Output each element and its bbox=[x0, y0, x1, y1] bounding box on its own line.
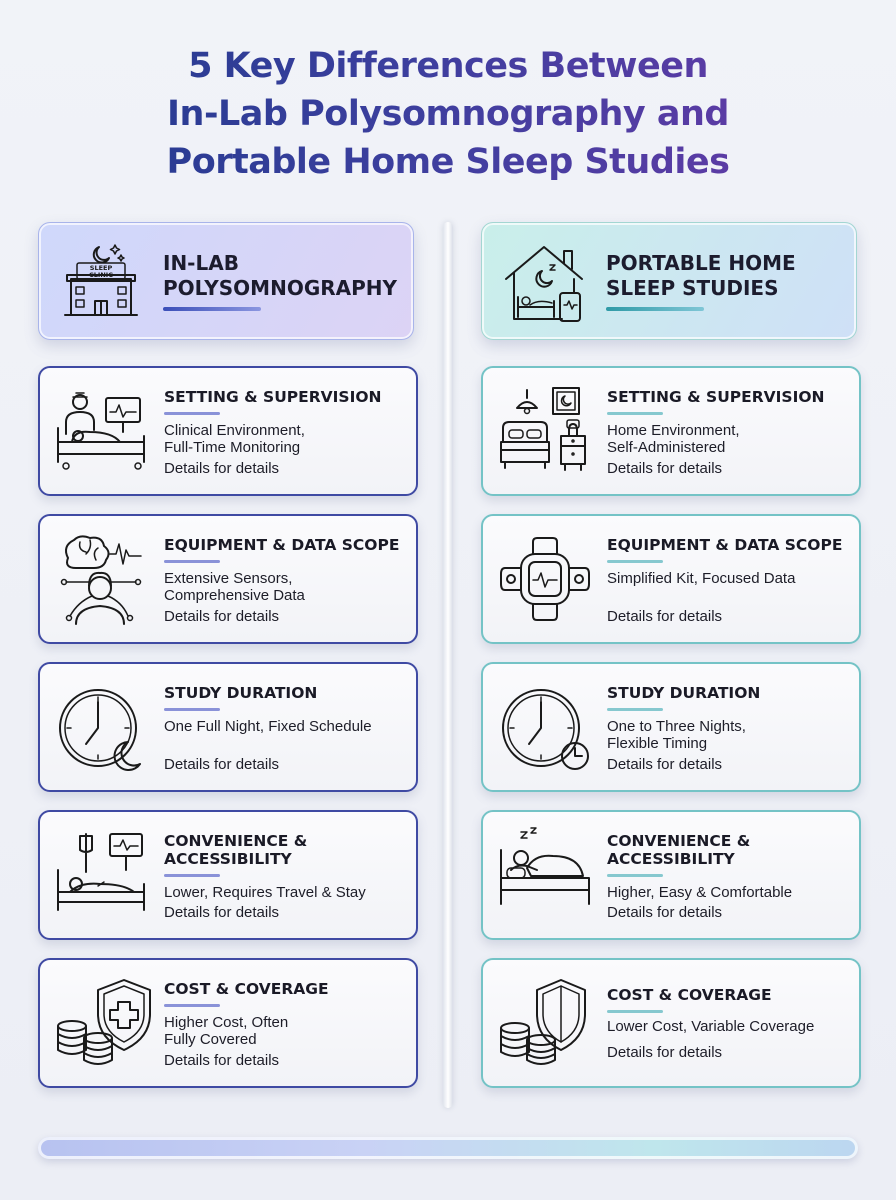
in-lab-header bbox=[38, 222, 414, 340]
card-title: COST & COVERAGE bbox=[607, 986, 772, 1004]
hospital-bed-nurse-icon bbox=[54, 384, 150, 478]
title-line-2: In-Lab Polysomnography and bbox=[0, 90, 896, 138]
sleeping-person-icon bbox=[497, 828, 593, 922]
clinic-sign-line-1: SLEEP bbox=[89, 264, 113, 272]
sleep-clinic-icon bbox=[59, 239, 143, 323]
home-header-line-2: SLEEP STUDIES bbox=[606, 276, 779, 300]
card-details: Details for details bbox=[164, 608, 280, 625]
header-underline bbox=[163, 307, 261, 311]
card-description: Lower, Requires Travel & Stay bbox=[164, 884, 366, 901]
card-description: One to Three Nights, Flexible Timing bbox=[607, 718, 746, 752]
hospital-bed-monitor-icon bbox=[54, 828, 150, 922]
clock-timer-icon bbox=[497, 680, 593, 774]
header-underline bbox=[606, 307, 704, 311]
home-setting-card bbox=[481, 366, 861, 496]
card-description: Lower Cost, Variable Coverage bbox=[607, 1018, 815, 1035]
home-header-line-1: PORTABLE HOME bbox=[606, 251, 796, 275]
footer-bar bbox=[38, 1137, 858, 1159]
card-title: COST & COVERAGE bbox=[164, 980, 329, 998]
card-description: Higher, Easy & Comfortable bbox=[607, 884, 793, 901]
in-lab-convenience-card bbox=[38, 810, 418, 940]
card-title: STUDY DURATION bbox=[164, 684, 318, 702]
home-sleep-icon bbox=[502, 239, 586, 323]
card-underline bbox=[164, 874, 220, 877]
home-duration-card bbox=[481, 662, 861, 792]
card-details: Details for details bbox=[164, 460, 280, 477]
card-underline bbox=[164, 560, 220, 563]
bedroom-icon bbox=[497, 384, 593, 478]
card-underline bbox=[607, 874, 663, 877]
card-description: Clinical Environment, Full-Time Monitoring bbox=[164, 422, 305, 456]
card-underline bbox=[607, 412, 663, 415]
in-lab-setting-card bbox=[38, 366, 418, 496]
card-title: CONVENIENCE & ACCESSIBILITY bbox=[607, 832, 751, 868]
card-description: Higher Cost, Often Fully Covered bbox=[164, 1014, 289, 1048]
in-lab-duration-card bbox=[38, 662, 418, 792]
page-title bbox=[0, 42, 896, 186]
column-divider bbox=[443, 222, 453, 1108]
in-lab-header-line-1: IN-LAB bbox=[163, 251, 239, 275]
card-description: Home Environment, Self-Administered bbox=[607, 422, 740, 456]
card-title: EQUIPMENT & DATA SCOPE bbox=[607, 536, 843, 554]
in-lab-header-title bbox=[163, 251, 397, 301]
title-line-1: 5 Key Differences Between bbox=[0, 42, 896, 90]
card-description: Extensive Sensors, Comprehensive Data bbox=[164, 570, 305, 604]
in-lab-equipment-card bbox=[38, 514, 418, 644]
card-description: One Full Night, Fixed Schedule bbox=[164, 718, 372, 735]
card-details: Details for details bbox=[607, 904, 723, 921]
card-description: Simplified Kit, Focused Data bbox=[607, 570, 796, 587]
card-details: Details for details bbox=[164, 756, 280, 773]
card-underline bbox=[164, 1004, 220, 1007]
card-underline bbox=[607, 708, 663, 711]
card-underline bbox=[164, 708, 220, 711]
home-column bbox=[481, 222, 857, 1061]
card-underline bbox=[607, 560, 663, 563]
clock-moon-icon bbox=[54, 680, 150, 774]
card-title: SETTING & SUPERVISION bbox=[607, 388, 825, 406]
card-details: Details for details bbox=[607, 756, 723, 773]
card-title: EQUIPMENT & DATA SCOPE bbox=[164, 536, 400, 554]
coins-shield-cross-icon bbox=[54, 976, 150, 1070]
home-equipment-card bbox=[481, 514, 861, 644]
card-underline bbox=[164, 412, 220, 415]
card-details: Details for details bbox=[607, 460, 723, 477]
title-line-3: Portable Home Sleep Studies bbox=[0, 138, 896, 186]
in-lab-header-line-2: POLYSOMNOGRAPHY bbox=[163, 276, 397, 300]
in-lab-column bbox=[38, 222, 414, 1069]
card-title: SETTING & SUPERVISION bbox=[164, 388, 382, 406]
card-details: Details for details bbox=[164, 1052, 280, 1069]
home-convenience-card bbox=[481, 810, 861, 940]
card-details: Details for details bbox=[607, 1044, 723, 1061]
home-header bbox=[481, 222, 857, 340]
clinic-sign-line-2: CLINIC bbox=[89, 271, 113, 279]
in-lab-cost-card bbox=[38, 958, 418, 1088]
card-details: Details for details bbox=[607, 608, 723, 625]
card-details: Details for details bbox=[164, 904, 280, 921]
home-header-title bbox=[606, 251, 796, 301]
wearable-monitor-icon bbox=[497, 532, 593, 626]
card-title: CONVENIENCE & ACCESSIBILITY bbox=[164, 832, 308, 868]
coins-shield-icon bbox=[497, 976, 593, 1070]
brain-sensors-icon bbox=[54, 532, 150, 626]
card-title: STUDY DURATION bbox=[607, 684, 761, 702]
card-underline bbox=[607, 1010, 663, 1013]
home-cost-card bbox=[481, 958, 861, 1088]
